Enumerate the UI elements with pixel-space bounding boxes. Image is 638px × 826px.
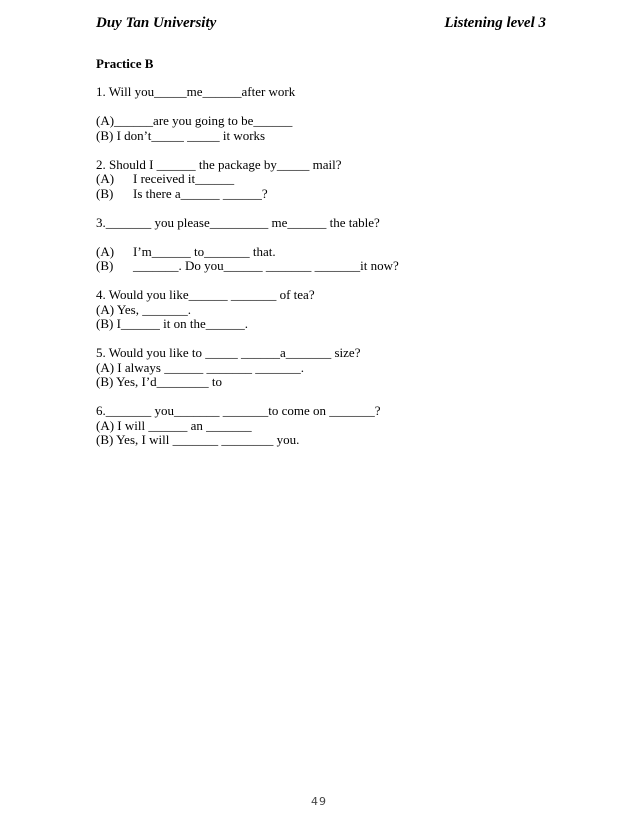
question-3: 3._______ you please_________ me______ the table? (96, 214, 380, 230)
spacer (96, 332, 556, 347)
option-label: (A) (96, 243, 115, 259)
question-5-option-a: (A) I always ______ _______ _______. (96, 359, 304, 375)
question-6: 6._______ you_______ _______to come on _______? (96, 403, 381, 418)
question-3-option-a (96, 245, 556, 260)
header-university: Duy Tan University (96, 15, 217, 31)
spacer (96, 230, 556, 245)
spacer (96, 274, 556, 289)
question-4-option-b: (B) I______ it on the______. (96, 316, 249, 331)
question-1: 1. Will you_____me______after work (96, 84, 296, 99)
page-number: 49 (311, 795, 327, 808)
spacer (96, 390, 556, 405)
question-5-option-b: (B) Yes, I’d________ to (96, 374, 223, 389)
question-2-option-b (96, 187, 556, 202)
option-text: _______. Do you______ _______ _______it now? (133, 258, 399, 273)
spacer (96, 143, 556, 158)
option-text: I received it______ (133, 171, 235, 186)
question-1-option-b: (B) I don’t_____ _____ it works (96, 127, 266, 143)
question-4-option-a: (A) Yes, _______. (96, 301, 191, 317)
header-level: Listening level 3 (444, 15, 546, 31)
option-text: Is there a______ ______? (133, 185, 268, 201)
question-3-option-b (96, 259, 556, 274)
option-label: (B) (96, 185, 114, 201)
spacer (96, 100, 556, 115)
exercise-content (96, 85, 556, 448)
section-title: Practice B (96, 56, 154, 71)
question-6-option-a: (A) I will ______ an _______ (96, 417, 252, 433)
option-label: (A) (96, 171, 115, 186)
spacer (96, 201, 556, 216)
question-4: 4. Would you like______ _______ of tea? (96, 287, 315, 302)
question-2: 2. Should I ______ the package by_____ mail? (96, 156, 342, 172)
question-1-option-a: (A)______are you going to be______ (96, 113, 293, 128)
question-6-option-b: (B) Yes, I will _______ ________ you. (96, 432, 300, 447)
question-2-option-a (96, 172, 556, 187)
option-label: (B) (96, 258, 114, 273)
option-text: I’m______ to_______ that. (133, 243, 276, 259)
question-5: 5. Would you like to _____ ______a_______ size? (96, 345, 361, 360)
